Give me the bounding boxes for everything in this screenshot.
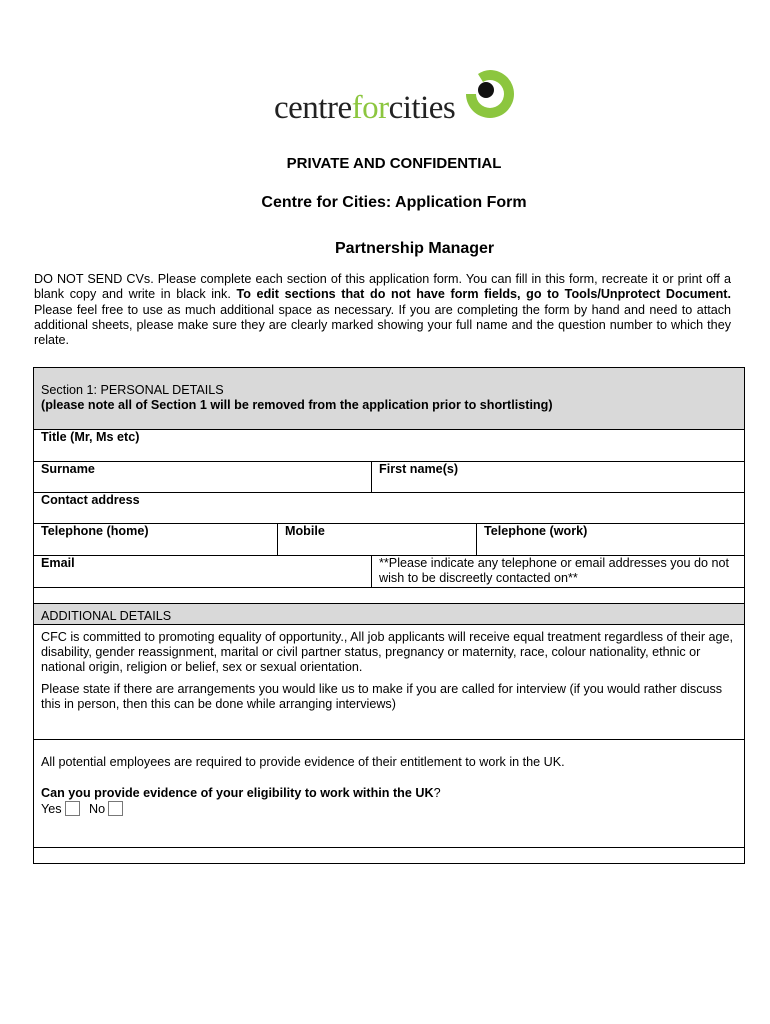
centre-for-cities-logo [274,68,519,130]
logo-wordmark: centreforcities [274,90,456,126]
entitlement-text: All potential employees are required to provide evidence of their entitlement to work in the UK. [41,755,565,769]
application-form-table [33,367,745,864]
spacer-row [34,588,745,604]
yes-checkbox[interactable] [65,801,80,816]
yes-label: Yes [41,802,62,816]
no-label: No [89,802,106,816]
interview-arrangements-text: Please state if there are arrangements you would like us to make if you are called for interview (if you would rather discuss this in person, then this can be done while arranging interviews) [41,682,723,711]
equality-text: CFC is committed to promoting equality of opportunity., All job applicants will receive equal treatment regardless of their age, disability, gender reassignment, marital or civil partner status, pregnancy or maternity, race, colour nationality, ethnic or national origin, religion or belief, sex or sexual orientation. [41,630,734,674]
section1-header: Section 1: PERSONAL DETAILS (please note all of Section 1 will be removed from the application prior to shortlisting) [34,368,745,430]
bottom-spacer-row [34,848,745,864]
form-title: Centre for Cities: Application Form [261,194,527,211]
surname-field[interactable]: Surname [34,462,372,493]
eligibility-question: Can you provide evidence of your eligibility to work within the UK? [41,786,441,800]
additional-details-header: ADDITIONAL DETAILS [34,604,745,625]
telephone-work-field[interactable]: Telephone (work) [477,524,745,556]
confidential-heading: PRIVATE AND CONFIDENTIAL [286,155,502,172]
equality-statement [34,625,745,740]
eligibility-options [41,801,737,817]
email-field[interactable]: Email [34,556,372,588]
intro-paragraph: DO NOT SEND CVs. Please complete each section of this application form. You can fill in this form, recreate it or print off a blank copy and write in black ink. To edit sections that do not have form fields, go to Tools/Unprotect Document. Please feel free to use as much additional space as necessary. If you are completing the form by hand and need to attach additional sheets, please make sure they are clearly marked showing your full name and the question number to which they relate. [34,272,731,348]
contact-address-field[interactable]: Contact address [34,493,745,524]
no-checkbox[interactable] [108,801,123,816]
role-title: Partnership Manager [335,240,495,257]
right-to-work-section [34,740,745,848]
mobile-field[interactable]: Mobile [278,524,477,556]
green-swirl-logo-icon [464,68,516,120]
telephone-home-field[interactable]: Telephone (home) [34,524,278,556]
first-name-field[interactable]: First name(s) [372,462,745,493]
title-field[interactable]: Title (Mr, Ms etc) [34,430,745,462]
discreet-contact-note: **Please indicate any telephone or email addresses you do not wish to be discreetly contacted on** [372,556,745,588]
